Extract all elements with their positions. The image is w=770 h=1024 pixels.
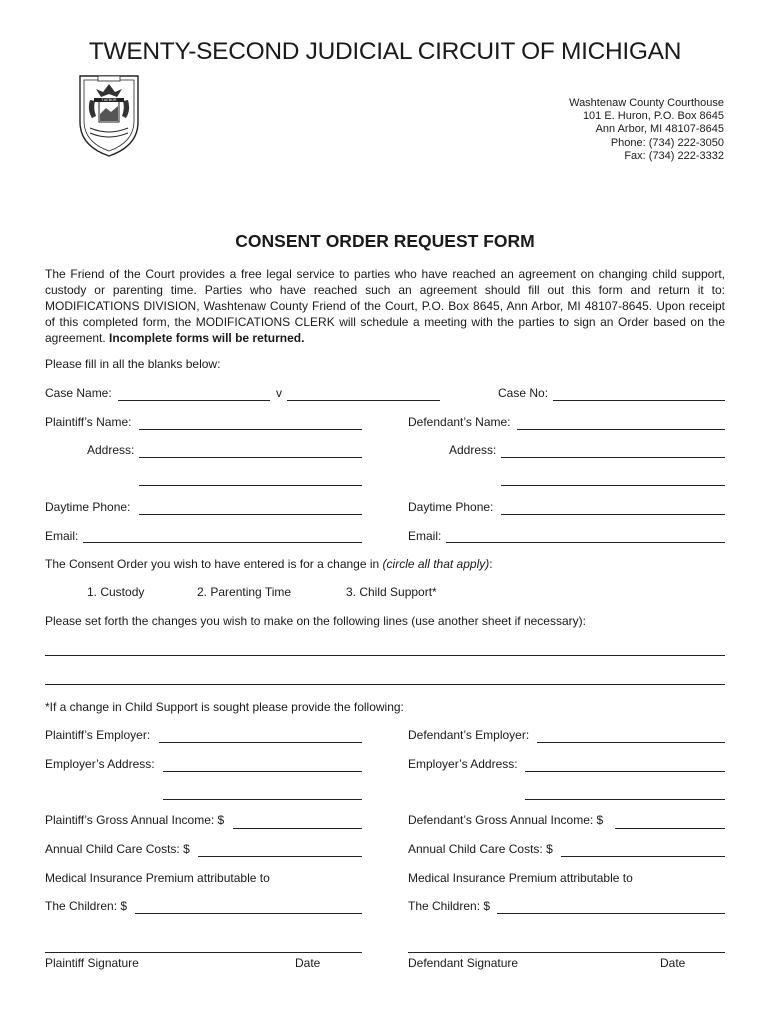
address-line: Washtenaw County Courthouse bbox=[569, 97, 724, 109]
plaintiff-childcare-field[interactable] bbox=[198, 856, 362, 857]
option-parenting-time[interactable]: 2. Parenting Time bbox=[197, 585, 292, 599]
address-line: 101 E. Huron, P.O. Box 8645 bbox=[582, 110, 724, 123]
michigan-seal-logo bbox=[72, 70, 146, 158]
instructions-text: Please fill in all the blanks below: bbox=[45, 357, 221, 371]
defendant-address-field-line2[interactable] bbox=[501, 485, 725, 486]
defendant-date-label: Date bbox=[660, 956, 686, 970]
defendant-name-field[interactable] bbox=[517, 429, 725, 430]
plaintiff-email-label: Email: bbox=[45, 529, 79, 543]
changes-field-line1[interactable] bbox=[45, 655, 725, 656]
defendant-address-label: Address: bbox=[449, 443, 497, 457]
plaintiff-children-label: The Children: $ bbox=[45, 899, 128, 913]
defendant-medical-label: Medical Insurance Premium attributable to bbox=[408, 871, 633, 885]
address-line: Ann Arbor, MI 48107-8645 bbox=[595, 123, 724, 136]
case-name-plaintiff-field[interactable] bbox=[118, 400, 270, 401]
defendant-childcare-field[interactable] bbox=[561, 856, 725, 857]
defendant-address-field[interactable] bbox=[501, 457, 725, 458]
plaintiff-children-field[interactable] bbox=[135, 913, 362, 914]
plaintiff-phone-field[interactable] bbox=[139, 514, 362, 515]
defendant-income-label: Defendant’s Gross Annual Income: $ bbox=[408, 813, 604, 827]
defendant-signature-field[interactable] bbox=[408, 952, 725, 953]
court-title: TWENTY-SECOND JUDICIAL CIRCUIT OF MICHIGAN bbox=[88, 38, 682, 65]
plaintiff-signature-label: Plaintiff Signature bbox=[45, 956, 139, 970]
case-name-label: Case Name: bbox=[45, 386, 112, 400]
plaintiff-income-field[interactable] bbox=[233, 828, 362, 829]
case-no-label: Case No: bbox=[498, 386, 549, 400]
plaintiff-employer-address-field-line2[interactable] bbox=[163, 799, 362, 800]
plaintiff-childcare-label: Annual Child Care Costs: $ bbox=[45, 842, 190, 856]
form-title: CONSENT ORDER REQUEST FORM bbox=[235, 231, 535, 251]
intro-bold-warning: Incomplete forms will be returned. bbox=[109, 331, 305, 345]
option-custody[interactable]: 1. Custody bbox=[87, 585, 145, 599]
defendant-name-label: Defendant’s Name: bbox=[408, 415, 511, 429]
case-name-defendant-field[interactable] bbox=[287, 400, 440, 401]
intro-text: The Friend of the Court provides a free legal service to parties who have reached an agreement on changing child support, custody or parenting time. Parties who have reached such an agreement should fill out this form and return it to: MODIFICATIONS DIVISION, Washtenaw County Friend of the Court, P.O. Box 8645, Ann Arbor, MI 48107-8645. Upon receipt of this completed form, the MODIFICATIONS CLERK will schedule a meeting with the parties to sign an Order based on the agreement. bbox=[45, 267, 725, 345]
plaintiff-employer-address-field[interactable] bbox=[163, 771, 362, 772]
defendant-phone-label: Daytime Phone: bbox=[408, 500, 494, 514]
option-child-support[interactable]: 3. Child Support* bbox=[346, 585, 437, 599]
changes-field-line2[interactable] bbox=[45, 684, 725, 685]
defendant-signature-label: Defendant Signature bbox=[408, 956, 519, 970]
defendant-email-field[interactable] bbox=[446, 542, 725, 543]
plaintiff-income-label: Plaintiff’s Gross Annual Income: $ bbox=[45, 813, 225, 827]
plaintiff-date-label: Date bbox=[295, 956, 321, 970]
fax-line: Fax: (734) 222-3332 bbox=[624, 149, 724, 162]
intro-paragraph bbox=[45, 266, 725, 346]
court-address bbox=[569, 97, 724, 163]
defendant-employer-field[interactable] bbox=[537, 742, 725, 743]
defendant-employer-address-label: Employer’s Address: bbox=[408, 757, 518, 771]
defendant-employer-address-field[interactable] bbox=[525, 771, 725, 772]
defendant-children-field[interactable] bbox=[497, 913, 725, 914]
plaintiff-address-label: Address: bbox=[87, 443, 135, 457]
plaintiff-employer-field[interactable] bbox=[159, 742, 362, 743]
plaintiff-address-field[interactable] bbox=[139, 457, 362, 458]
change-prompt bbox=[45, 557, 493, 571]
plaintiff-name-field[interactable] bbox=[139, 429, 362, 430]
case-no-field[interactable] bbox=[553, 400, 725, 401]
defendant-income-field[interactable] bbox=[615, 828, 725, 829]
defendant-phone-field[interactable] bbox=[501, 514, 725, 515]
versus-label: v bbox=[276, 386, 282, 400]
defendant-employer-address-field-line2[interactable] bbox=[525, 799, 725, 800]
plaintiff-medical-label: Medical Insurance Premium attributable to bbox=[45, 871, 270, 885]
defendant-childcare-label: Annual Child Care Costs: $ bbox=[408, 842, 553, 856]
changes-lines-prompt: Please set forth the changes you wish to make on the following lines (use another sheet if necessary): bbox=[45, 614, 586, 628]
plaintiff-address-field-line2[interactable] bbox=[139, 485, 362, 486]
support-prompt: *If a change in Child Support is sought please provide the following: bbox=[45, 700, 404, 714]
change-prompt-text: The Consent Order you wish to have entered is for a change in bbox=[45, 557, 383, 571]
plaintiff-signature-field[interactable] bbox=[45, 952, 362, 953]
plaintiff-employer-address-label: Employer’s Address: bbox=[45, 757, 155, 771]
change-prompt-end: : bbox=[489, 557, 493, 571]
defendant-employer-label: Defendant’s Employer: bbox=[408, 728, 530, 742]
plaintiff-email-field[interactable] bbox=[83, 542, 362, 543]
plaintiff-name-label: Plaintiff’s Name: bbox=[45, 415, 132, 429]
defendant-email-label: Email: bbox=[408, 529, 442, 543]
plaintiff-employer-label: Plaintiff’s Employer: bbox=[45, 728, 151, 742]
defendant-children-label: The Children: $ bbox=[408, 899, 491, 913]
plaintiff-phone-label: Daytime Phone: bbox=[45, 500, 131, 514]
change-prompt-italic: (circle all that apply) bbox=[382, 557, 490, 571]
seal-banner-text: TUEBOR bbox=[101, 98, 117, 102]
phone-line: Phone: (734) 222-3050 bbox=[610, 136, 724, 149]
